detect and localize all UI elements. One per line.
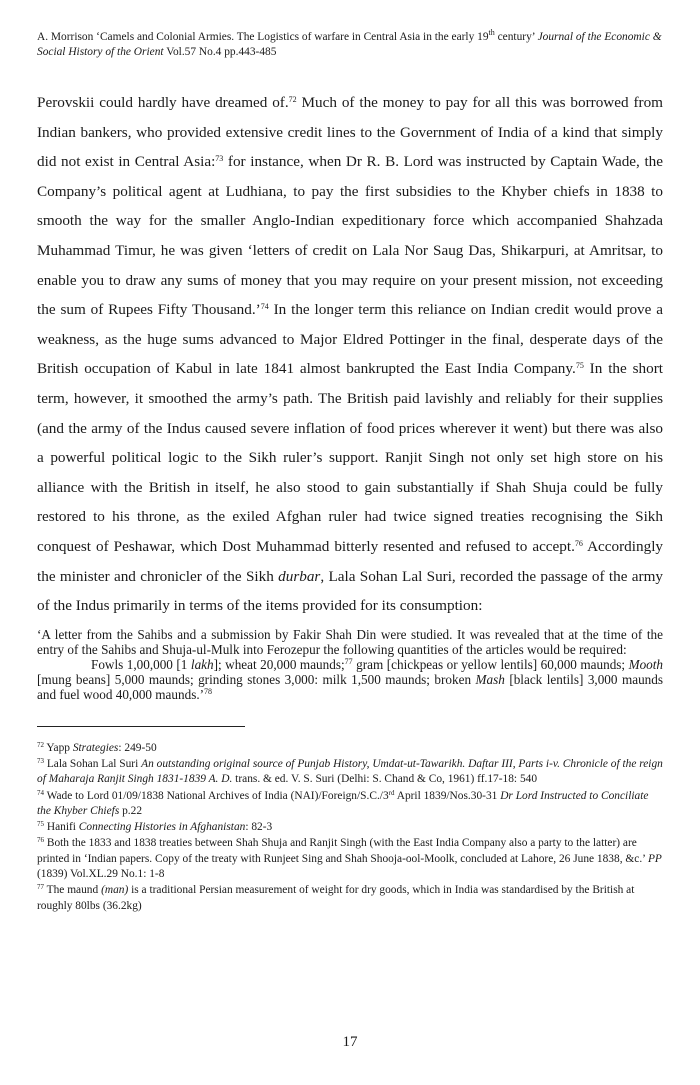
footnote-73: $^{73}$ Lala Sohan Lal Suri An outstanding original source of Punjab History, Umdat-ut-Tawarikh. Daftar III, Parts i-v. Chronicle of the reign of Maharaja Ranjit Singh 1831-1839 A. D. trans. & ed. V. S. Suri (Delhi: S. Chand & Co, 1961) ff.17-18: 540 — [37, 756, 663, 786]
footnote-ref-75[interactable]: 75 — [575, 361, 584, 371]
footnote-ref-78[interactable]: 78 — [204, 686, 213, 696]
footnotes — [37, 741, 663, 914]
footnote-76: $^{76}$ Both the 1833 and 1838 treaties between Shah Shuja and Ranjit Singh (with the East India Company also a party to the latter) are printed in ‘Indian papers. Copy of the treaty with Runjeet Sing and Shah Shooja-ool-Moolk, concluded at Lahore, 26 June 1838, &c.’ PP (1839) Vol.XL.29 No.1: 1-8 — [37, 836, 662, 881]
page-content — [37, 30, 663, 915]
footnote-ref-72[interactable]: 72 — [288, 95, 297, 104]
footnote-77: $^{77}$ The maund (man) is a traditional Persian measurement of weight for dry goods, which in India was standardised by the British at roughly 80lbs (36.2kg) — [37, 883, 635, 912]
footnote-74: $^{74}$ Wade to Lord 01/09/1838 National Archives of India (NAI)/Foreign/S.C./3rd April 1839/Nos.30-31 Dr Lord Instructed to Conciliate the Khyber Chiefs p.22 — [37, 788, 649, 817]
footnote-ref-74[interactable]: 74 — [260, 302, 269, 312]
footnote-ref-73[interactable]: 73 — [215, 154, 224, 164]
body-text — [37, 88, 663, 621]
footnote-ref-77[interactable]: 77 — [344, 656, 353, 666]
block-quote: ‘A letter from the Sahibs and a submission by Fakir Shah Din were studied. It was revealed that at the time of the entry of the Sahibs and Shuja-ul-Mulk into Ferozepur the following quantities of the articles would be required: Fowls 1,00,000 [1 lakh]; wheat 20,000 maunds;$^{77}$ gram [chickpeas or yellow lentils] 60,000 maunds; Mooth [mung beans] 5,000 maunds; grinding stones 3,000: milk 1,500 maunds; broken Mash [black lentils] 3,000 maunds and fuel wood 40,000 maunds.’$^{78}$ — [37, 626, 664, 702]
running-header: A. Morrison ‘Camels and Colonial Armies. The Logistics of warfare in Central Asia in the early 19th century’ Journal of the Economic & Social History of the Orient Vol.57 No.4 pp.443-485 — [37, 28, 662, 58]
quote-indented: Fowls 1,00,000 [1 lakh]; wheat 20,000 maunds;$^{77}$ gram [chickpeas or yellow lentils] 60,000 maunds; Mooth [mung beans] 5,000 maunds; grinding stones 3,000: milk 1,500 maunds; broken Mash [black lentils] 3,000 maunds and fuel wood 40,000 maunds.’$^{78}$ — [37, 656, 664, 702]
page-number: 17 — [342, 1034, 358, 1050]
footnote-72: $^{72}$ Yapp Strategies: 249-50 — [37, 740, 157, 754]
paragraph: Perovskii could hardly have dreamed of.$^{72}$ Much of the money to pay for all this was borrowed from Indian bankers, who provided extensive credit lines to the Government of India of a kind that simply did not exist in Central Asia:$^{73}$ for instance, when Dr R. B. Lord was instructed by Captain Wade, the Company’s political agent at Ludhiana, to pay the first subsidies to the Khyber chiefs in 1838 to smooth the way for the smaller Anglo-Indian expeditionary force which accompanied Shahzada Muhammad Timur, he was given ‘letters of credit on Lala Nor Saug Das, Shikarpuri, at Amritsar, to enable you to draw any sums of money that you may require on your present mission, not exceeding the sum of Rupees Fifty Thousand.’$^{74}$ In the longer term this reliance on Indian credit would prove a weakness, as the huge sums advanced to Major Eldred Pottinger in the final, desperate days of the British occupation of Kabul in late 1841 almost bankrupted the East India Company.$^{75}$ In the short term, however, it smoothed the army’s path. The British paid lavishly and reliably for their supplies (and the army of the Indus caused severe inflation of food prices wherever it went) but there was also a powerful political logic to the Sikh ruler’s support. Ranjit Singh not only set high store on his alliance with the British in itself, he also stood to gain substantially if Shah Shuja could be fully restored to his throne, as the exiled Afghan ruler had twice signed treaties recognising the Sikh conquest of Peshawar, which Dost Muhammad bitterly resented and refused to accept.$^{76}$ Accordingly the minister and chronicler of the Sikh durbar, Lala Sohan Lal Suri, recorded the passage of the army of the Indus primarily in terms of the items provided for its consumption: — [37, 94, 664, 615]
footnote-divider — [37, 726, 245, 727]
footnote-75: $^{75}$ Hanifi Connecting Histories in Afghanistan: 82-3 — [37, 820, 273, 834]
footnote-ref-76[interactable]: 76 — [574, 538, 583, 548]
journal-title: Journal of the Economic & Social History of the Orient — [37, 31, 662, 58]
